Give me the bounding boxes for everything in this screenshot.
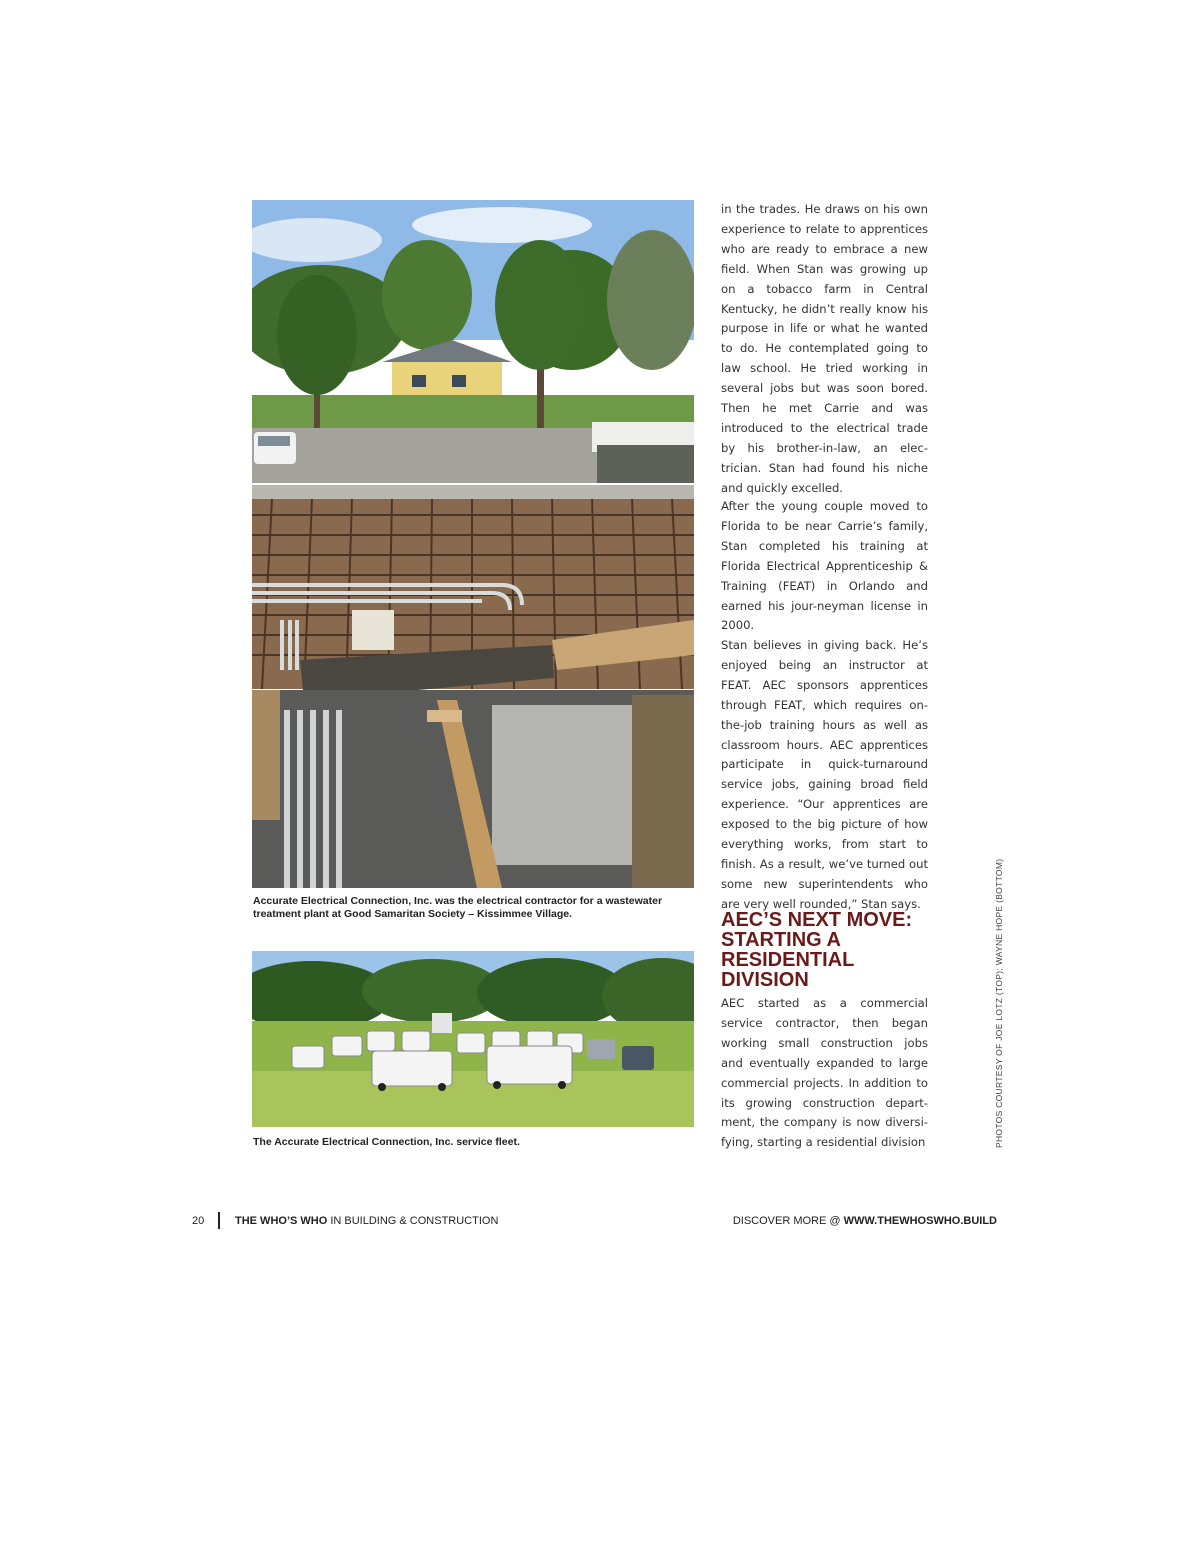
footer-divider xyxy=(218,1212,220,1229)
publication-title-rest: IN BUILDING & CONSTRUCTION xyxy=(327,1215,499,1227)
service-fleet-illustration xyxy=(252,951,694,1127)
section-heading: AEC’S NEXT MOVE: STARTING A RESIDENTIAL DIVISION xyxy=(721,909,913,991)
photo-caption-bottom: The Accurate Electrical Connection, Inc. service fleet. xyxy=(253,1136,520,1148)
article-paragraph: After the young couple moved to Florida to be near Carrie’s family, Stan completed his training at Florida Electrical Apprenticeship & Training (FEAT) in Orlando and earned his jour-neyman license in 2000. xyxy=(721,499,928,633)
publication-title xyxy=(235,1215,498,1227)
discover-prefix: DISCOVER MORE @ xyxy=(732,1215,844,1227)
publication-title-bold: THE WHO’S WHO xyxy=(235,1215,328,1227)
construction-site-photo xyxy=(252,200,694,888)
article-paragraph: in the trades. He draws on his own experience to relate to apprentices who are ready to embrace a new field. When Stan was growing up on a tobacco farm in Central Kentucky, he didn’t really know his purpose in life or what he wanted to do. He contemplated going to law school. He tried working in several jobs but was soon bored. Then he met Carrie and was introduced to the electrical trade by his brother-in-law, an elec-trician. Stan had found his niche and quickly excelled. xyxy=(721,202,928,495)
article-paragraph: AEC started as a commercial service contractor, then began working small construction jobs and eventually expanded to large commercial projects. In addition to its growing construction depart-ment, the company is now diversi-fying, starting a residential division xyxy=(721,996,928,1150)
website-link[interactable]: WWW.THEWHOSWHO.BUILD xyxy=(843,1215,997,1227)
construction-site-illustration xyxy=(252,200,694,888)
photo-caption-top: Accurate Electrical Connection, Inc. was the electrical contractor for a wastewater treatment plant at Good Samaritan Society – Kissimmee Village. xyxy=(253,895,663,920)
service-fleet-photo xyxy=(252,951,694,1127)
discover-more xyxy=(733,1215,997,1227)
page-number: 20 xyxy=(192,1215,205,1227)
article-paragraph: Stan believes in giving back. He’s enjoyed being an instructor at FEAT. AEC sponsors apprentices through FEAT, which requires on-the-job training hours as well as classroom hours. AEC apprentices participate in quick-turnaround service jobs, gaining broad field experience. “Our apprentices are exposed to the big picture of how everything works, from start to finish. As a result, we’ve turned out some new superintendents who are very well rounded,” Stan says. xyxy=(721,638,928,911)
page-footer xyxy=(0,1212,1200,1232)
photo-credit: PHOTOS COURTESY OF JOE LOTZ (TOP); WAYNE HOPE (BOTTOM) xyxy=(994,858,1004,1148)
